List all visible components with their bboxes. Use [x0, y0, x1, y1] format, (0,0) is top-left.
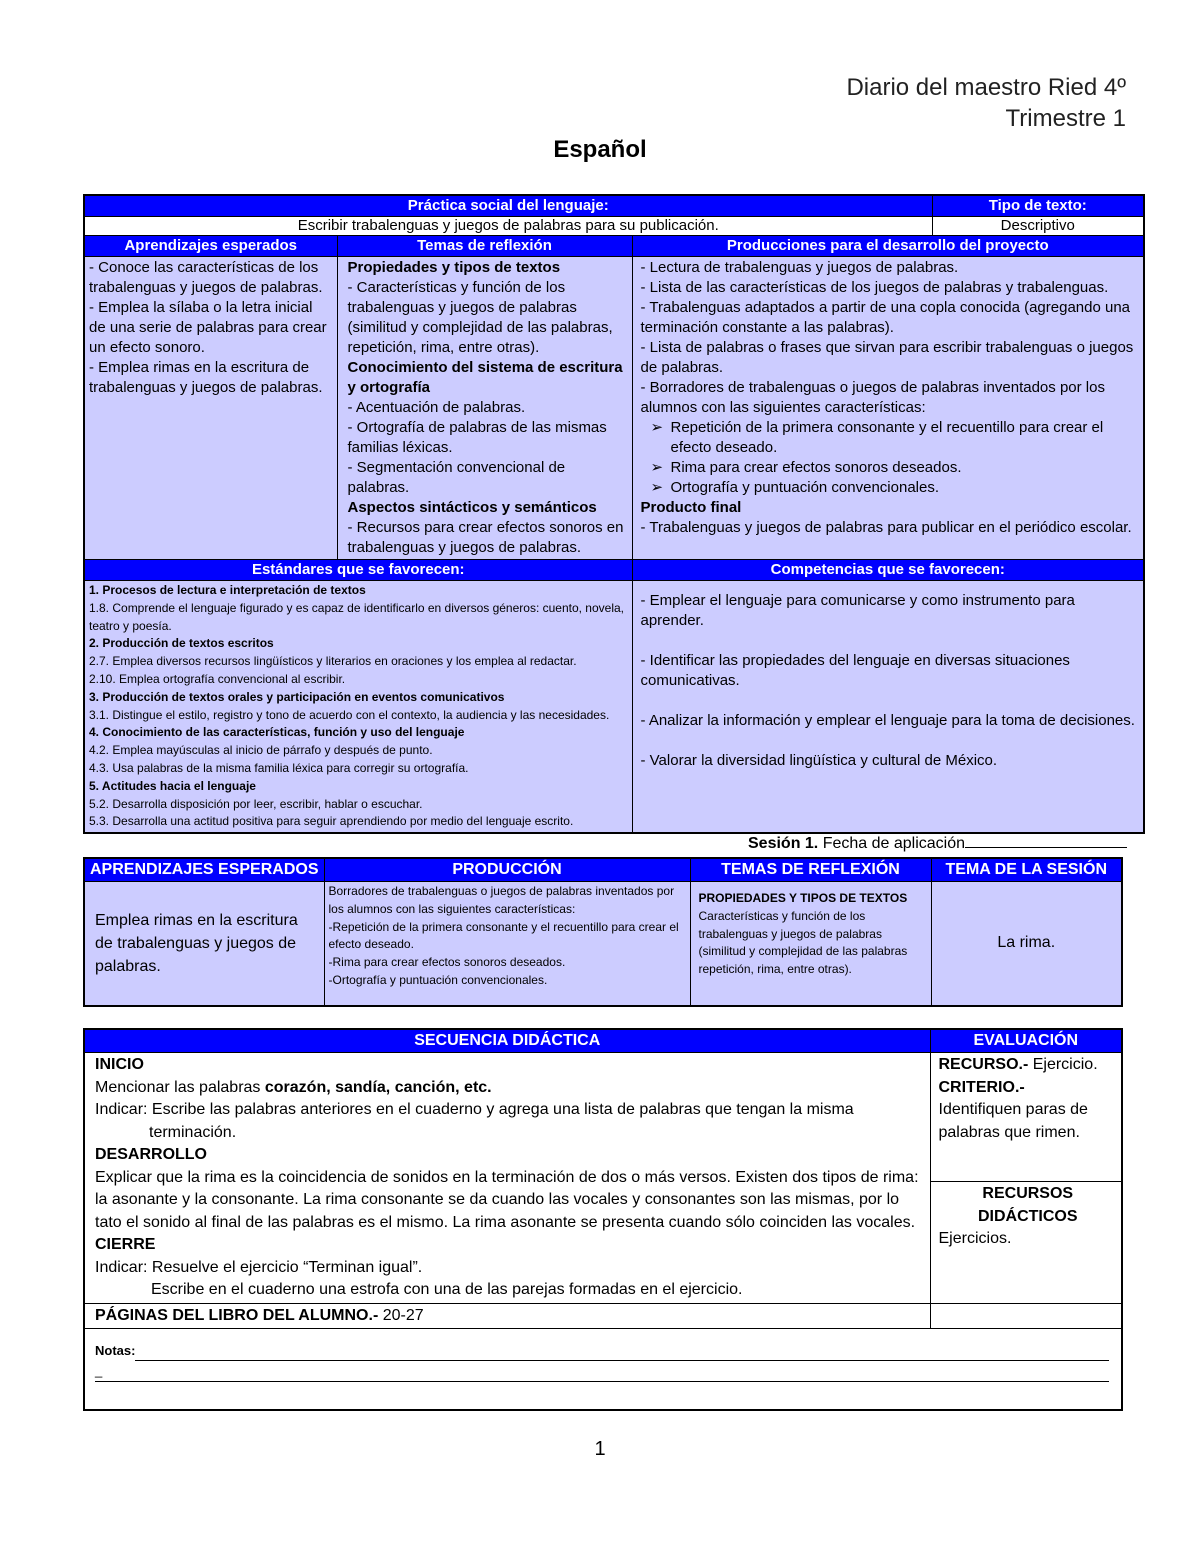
arrow-bullet-icon: ➢ [650, 459, 664, 476]
notas-line [95, 1341, 1109, 1361]
h-secuencia-didactica: SECUENCIA DIDÁCTICA [84, 1029, 930, 1053]
desarrollo-heading: DESARROLLO [95, 1146, 207, 1163]
temas-header: Temas de reflexión [337, 236, 632, 257]
produccion-item: - Lectura de trabalenguas y juegos de palabras. [640, 259, 959, 276]
cierre-indicar: Indicar: Resuelve el ejercicio “Terminan igual”. [95, 1258, 423, 1276]
estandar-heading: 2. Producción de textos escritos [89, 636, 274, 651]
paginas-cell [84, 1303, 930, 1329]
session-temas-heading: PROPIEDADES Y TIPOS DE TEXTOS [698, 891, 908, 905]
h-aprendizajes-esperados: APRENDIZAJES ESPERADOS [84, 858, 324, 882]
produccion-item: - Trabalenguas adaptados a partir de una copla conocida (agregando una terminación constante a las palabras). [640, 299, 1131, 336]
producto-final-heading: Producto final [640, 499, 742, 516]
produccion-item: - Lista de las características de los juegos de palabras y trabalenguas. [640, 279, 1109, 296]
session-temas: PROPIEDADES Y TIPOS DE TEXTOS Características y función de los trabalenguas y juegos de palabras (similitud y complejidad de las palabras repetición, rima, entre otras). [690, 882, 931, 1006]
recursos-didacticos-label: RECURSOS DIDÁCTICOS [977, 1185, 1078, 1225]
estandar-heading: 3. Producción de textos orales y participación en eventos comunicativos [89, 689, 505, 704]
secuencia-table [83, 1028, 1123, 1411]
estandar-heading: 1. Procesos de lectura e interpretación de textos [89, 583, 366, 597]
tipo-texto-value: Descriptivo [932, 217, 1144, 236]
competencia-item: - Analizar la información y emplear el lenguaje para la toma de decisiones. [640, 712, 1135, 729]
temas-heading: Conocimiento del sistema de escritura y ortografía [347, 359, 623, 396]
paginas-value: 20-27 [378, 1306, 424, 1324]
aprendizaje-item: - Emplea rimas en la escritura de trabalenguas y juegos de palabras. [89, 359, 323, 396]
cierre-escribe: Escribe en el cuaderno una estrofa con una de las parejas formadas en el ejercicio. [151, 1281, 743, 1298]
evaluacion-cell [930, 1053, 1122, 1182]
sesion-label: Sesión 1. [748, 835, 819, 852]
produccion-bullet: ➢ Rima para crear efectos sonoros deseados. [641, 458, 1140, 478]
produccion-bullet: ➢ Ortografía y puntuación convencionales. [641, 478, 1140, 498]
estandar-item: 4.2. Emplea mayúsculas al inicio de párrafo y después de punto. [89, 743, 433, 758]
estandar-item: 2.7. Emplea diversos recursos lingüísticos y literarios en oraciones y los emplea al redactar. [89, 654, 577, 669]
criterio-label: CRITERIO.- [938, 1078, 1025, 1096]
estandar-item: 5.3. Desarrolla una actitud positiva para seguir aprendiendo por medio del lenguaje escrito. [89, 814, 574, 829]
arrow-bullet-icon: ➢ [650, 479, 664, 496]
recursos-didacticos-value: Ejercicios. [938, 1230, 1012, 1247]
h-evaluacion: EVALUACIÓN [930, 1029, 1122, 1053]
session-produccion: Borradores de trabalenguas o juegos de palabras inventados por los alumnos con las siguientes características: -Repetición de la primera consonante y el recuentillo para crear el efecto deseado. -Rima para crear efectos sonoros deseados. -Ortografía y puntuación convencionales. [324, 882, 690, 1006]
secuencia-cell [84, 1053, 930, 1304]
session-table [83, 857, 1123, 1007]
session-tema-value: La rima. [931, 882, 1122, 1006]
paginas-empty-cell [930, 1303, 1122, 1329]
estandares-cell [84, 581, 632, 834]
estandar-heading: 4. Conocimiento de las características, función y uso del lenguaje [89, 725, 465, 740]
temas-text: - Acentuación de palabras. [347, 399, 526, 416]
notas-cell [84, 1329, 1122, 1411]
recursos-didacticos-cell [930, 1182, 1122, 1304]
arrow-bullet-icon: ➢ [650, 419, 664, 436]
session-aprendizaje: Emplea rimas en la escritura de trabalenguas y juegos de palabras. [84, 882, 324, 1006]
producciones-cell [632, 257, 1144, 560]
competencias-cell [632, 581, 1144, 834]
producciones-header: Producciones para el desarrollo del proyecto [632, 236, 1144, 257]
aprendizaje-item: - Emplea la sílaba o la letra inicial de una serie de palabras para crear un efecto sonoro. [89, 299, 327, 356]
temas-text: - Recursos para crear efectos sonoros en trabalenguas y juegos de palabras. [347, 519, 624, 556]
recurso-line: RECURSO.- Ejercicio. [938, 1056, 1098, 1073]
temas-text: - Ortografía de palabras de las mismas familias léxicas. [347, 419, 607, 456]
produccion-bullet: ➢ Repetición de la primera consonante y el recuentillo para crear el efecto deseado. [641, 418, 1140, 458]
notas-blank [135, 1360, 1109, 1361]
header-title: Diario del maestro Ried 4º [846, 74, 1126, 101]
h-produccion: PRODUCCIÓN [324, 858, 690, 882]
produccion-item: - Trabalenguas y juegos de palabras para publicar en el periódico escolar. [640, 519, 1132, 536]
notas-blank-line [95, 1381, 1109, 1382]
practica-social-value: Escribir trabalenguas y juegos de palabras para su publicación. [84, 217, 932, 236]
aprendizaje-item: - Conoce las características de los trabalenguas y juegos de palabras. [89, 259, 323, 296]
competencia-item: - Valorar la diversidad lingüística y cultural de México. [640, 752, 998, 769]
fecha-label: Fecha de aplicación [822, 835, 966, 852]
estandar-item: 5.2. Desarrolla disposición por leer, escribir, hablar o escuchar. [89, 796, 423, 811]
criterio-value: Identifiquen paras de palabras que rimen. [938, 1101, 1088, 1141]
subject-title: Español [553, 136, 647, 163]
inicio-line: Mencionar las palabras corazón, sandía, canción, etc. [95, 1078, 492, 1096]
practica-social-header: Práctica social del lenguaje: [84, 195, 932, 217]
notas-dash: _ [95, 1363, 103, 1378]
project-overview-table [83, 194, 1145, 834]
document-header [846, 72, 1126, 134]
fecha-blank [965, 835, 1127, 848]
estandar-item: 3.1. Distingue el estilo, registro y tono de acuerdo con el contexto, la audiencia y las necesidades. [89, 707, 610, 722]
aprendizajes-cell [84, 257, 337, 560]
header-trimester: Trimestre 1 [1005, 105, 1126, 132]
temas-heading: Aspectos sintácticos y semánticos [347, 499, 597, 516]
estandares-header: Estándares que se favorecen: [84, 560, 632, 581]
h-temas-reflexion: TEMAS DE REFLEXIÓN [690, 858, 931, 882]
sesion-line [748, 835, 1127, 853]
estandar-item: 4.3. Usa palabras de la misma familia léxica para corregir su ortografía. [89, 760, 469, 775]
aprendizajes-header: Aprendizajes esperados [84, 236, 337, 257]
inicio-heading: INICIO [95, 1056, 144, 1073]
produccion-item: - Lista de palabras o frases que sirvan para escribir trabalenguas o juegos de palabras. [640, 339, 1134, 376]
inicio-indicar-cont: terminación. [149, 1123, 237, 1141]
inicio-indicar: Indicar: Escribe las palabras anteriores en el cuaderno y agrega una lista de palabras que tengan la misma [95, 1101, 854, 1118]
temas-heading: Propiedades y tipos de textos [347, 259, 561, 276]
temas-cell [337, 257, 632, 560]
estandar-item: 1.8. Comprende el lenguaje figurado y es capaz de identificarlo en diversos géneros: cuento, novela, teatro y poesía. [89, 600, 625, 633]
temas-text: - Segmentación convencional de palabras. [347, 459, 566, 496]
competencias-header: Competencias que se favorecen: [632, 560, 1144, 581]
paginas-label: PÁGINAS DEL LIBRO DEL ALUMNO.- [95, 1306, 379, 1324]
competencia-item: - Emplear el lenguaje para comunicarse y como instrumento para aprender. [640, 592, 1075, 629]
estandar-heading: 5. Actitudes hacia el lenguaje [89, 778, 256, 793]
estandar-item: 2.10. Emplea ortografía convencional al escribir. [89, 671, 346, 686]
temas-text: - Características y función de los trabalenguas y juegos de palabras (similitud y complejidad de las palabras, repetición, rima, entre otras). [347, 279, 613, 356]
produccion-item: - Borradores de trabalenguas o juegos de palabras inventados por los alumnos con las siguientes características: [640, 379, 1105, 416]
h-tema-sesion: TEMA DE LA SESIÓN [931, 858, 1122, 882]
desarrollo-text: Explicar que la rima es la coincidencia de sonidos en la terminación de dos o más versos. Existen dos tipos de rima: la asonante y la consonante. La rima consonante se da cuando las vocales y consonantes son las mismas, por lo tato el sonido al final de las palabras es el mismo. La rima asonante se presenta cuando sólo coinciden las vocales. [95, 1168, 919, 1231]
cierre-heading: CIERRE [95, 1236, 156, 1253]
tipo-texto-header: Tipo de texto: [932, 195, 1144, 217]
notas-label: Notas: [95, 1343, 136, 1358]
page-number: 1 [594, 1438, 606, 1460]
competencia-item: - Identificar las propiedades del lenguaje en diversas situaciones comunicativas. [640, 652, 1070, 689]
